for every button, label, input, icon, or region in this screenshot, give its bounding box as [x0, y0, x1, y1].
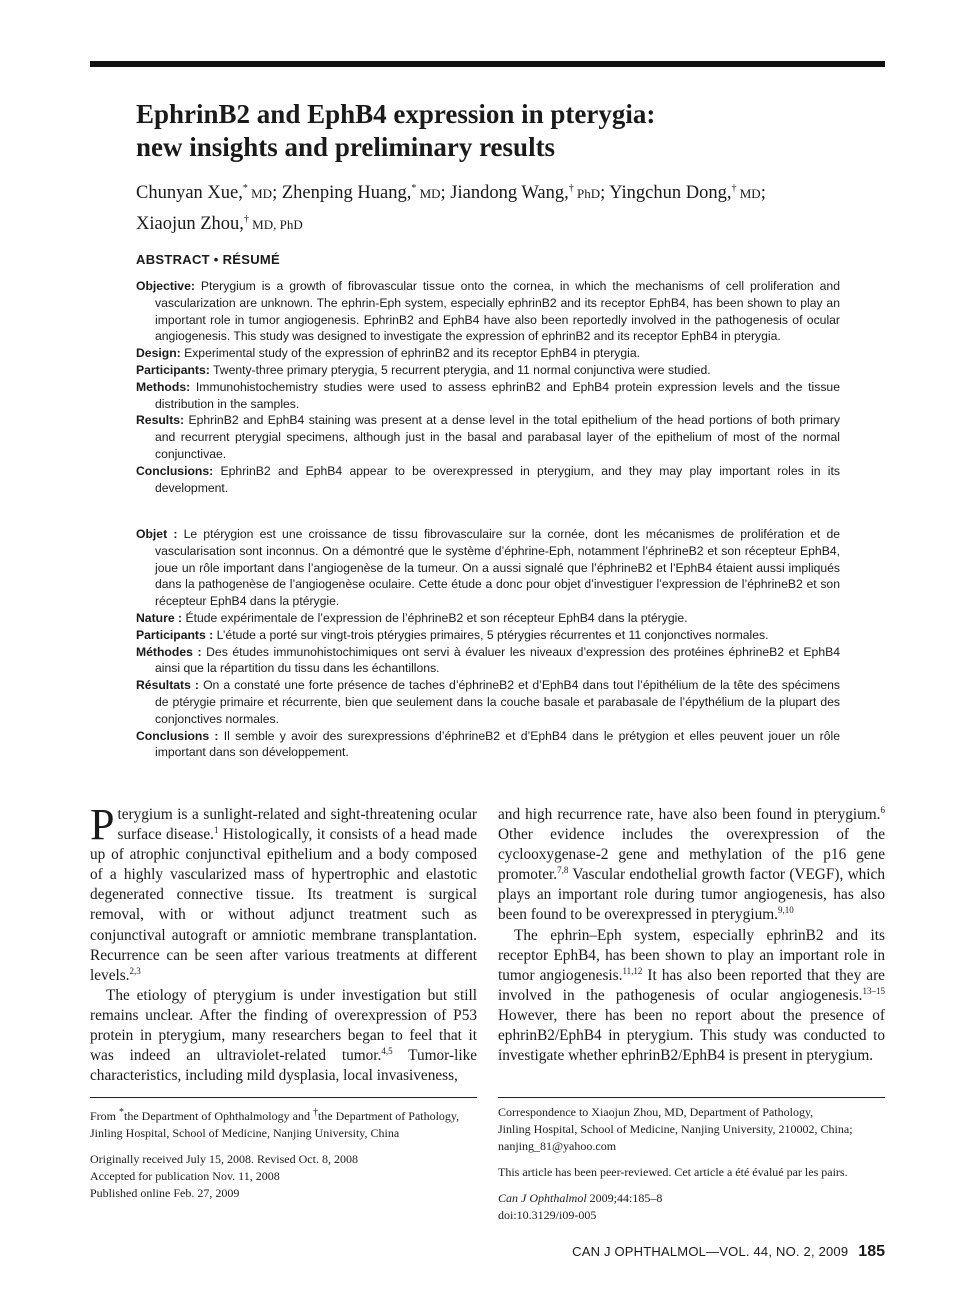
abstract-item: Méthodes : Des études immunohistochimiques ont servi à évaluer les niveaux d’expression des protéines éphrineB2 et EphB4 ainsi que la répartition du tissu dans les échantillons. [136, 644, 841, 676]
abstract-item: Résultats : On a constaté une forte présence de taches d’éphrineB2 et d’EphB4 dans tout l’épithélium de la tête des spécimens de ptérygie primaire et récurrente, bien que seulement dans la couche basale et parabasale de l’épythélium de la plupart des conjonctives normales. [136, 678, 840, 726]
footnotes-left [90, 1104, 480, 1202]
citation-ref: 9,10 [777, 905, 794, 916]
body-paragraph: Pterygium is a sunlight-related and sight-threatening ocular surface disease.$^1$ Histologically, it consists of a head made up of atrophic conjunctival epithelium and a body composed of a highly vascularized mass of hypertrophic and elastotic degenerated connective tissue. Its treatment is surgical removal, with or without adjunct treatment such as conjunctival autograft or amniotic membrane transplantation. Recurrence can be seen after various treatments at different levels.$^{2,3}$ [90, 800, 477, 984]
drop-cap: P [90, 800, 115, 849]
abstract-item: Participants: Twenty-three primary pterygia, 5 recurrent pterygia, and 11 normal conjunctiva were studied. [136, 362, 711, 377]
abstract-french [136, 526, 840, 761]
top-rule [90, 61, 885, 67]
peer-review-note: This article has been peer-reviewed. Cet article a été évalué par les pairs. [498, 1165, 848, 1179]
citation-ref: 1 [214, 825, 219, 835]
title-line-2: new insights and preliminary results [136, 132, 556, 162]
body-column-right [498, 805, 885, 1066]
author-list [136, 176, 876, 238]
abstract-item: Methods: Immunohistochemistry studies were used to assess ephrinB2 and EphB4 protein expression levels and the tissue distribution in the samples. [136, 379, 840, 411]
doi-link[interactable]: doi:10.3129/i09-005 [498, 1208, 597, 1222]
citation-ref: 7,8 [557, 865, 569, 876]
author: Xiaojun Zhou,† MD, PhD [136, 214, 303, 235]
citation-ref: 2,3 [129, 965, 141, 976]
abstract-item: Participants : L’étude a porté sur vingt-trois ptérygies primaires, 5 ptérygies récurrentes et 11 conjonctives normales. [136, 627, 769, 642]
article-title [136, 98, 876, 164]
title-line-1: EphrinB2 and EphB4 expression in pterygia: [136, 99, 656, 129]
body-paragraph: The ephrin–Eph system, especially ephrinB2 and its receptor EphB4, has been shown to play an important role in tumor angiogenesis.$^{11,12}$ It has also been reported that they are involved in the pathogenesis of ocular angiogenesis.$^{13-15}$ However, there has been no report about the presence of ephrinB2/EphB4 in pterygium. This study was conducted to investigate whether ephrinB2/EphB4 is present in pterygium. [498, 926, 885, 1065]
abstract-item: Results: EphrinB2 and EphB4 staining was present at a dense level in the total epithelium of the head portions of both primary and recurrent pterygial specimens, although just in the basal and parabasal layer of the epithelium of most of the normal conjunctivae. [136, 413, 840, 461]
correspondence-email[interactable]: nanjing_81@yahoo.com [498, 1139, 617, 1153]
author: Zhenping Huang,* MD; [281, 183, 451, 204]
footnote-divider [90, 1097, 477, 1098]
body-column-left [90, 800, 478, 1086]
citation-line: Can J Ophthalmol 2009;44:185–8 [498, 1191, 663, 1205]
accepted-date: Accepted for publication Nov. 11, 2008 [90, 1169, 280, 1183]
footnotes-right [498, 1104, 888, 1224]
citation-ref: 11,12 [622, 965, 643, 976]
citation-ref: 6 [880, 804, 885, 815]
journal-footer: CAN J OPHTHALMOL—VOL. 44, NO. 2, 2009 [572, 1244, 849, 1259]
body-paragraph: and high recurrence rate, have also been found in pterygium.$^6$ Other evidence includes the overexpression of the cyclooxygenase-2 gene and methylation of the p16 gene promoter.$^{7,8}$ Vascular endothelial growth factor (VEGF), which plays an important role during tumor angiogenesis, has also been found to be overexpressed in pterygium.$^{9,10}$ [498, 804, 885, 924]
author: Yingchun Dong,† MD; [609, 183, 766, 204]
citation-ref: 13–15 [862, 985, 885, 996]
abstract-item: Objective: Pterygium is a growth of fibrovascular tissue onto the cornea, in which the mechanisms of cell proliferation and vascularization are unknown. The ephrin-Eph system, especially ephrinB2 and its receptor EphB4, has been shown to play an important role in tumor angiogenesis. EphrinB2 and EphB4 have also been reportedly involved in the pathogenesis of ocular angiogenesis. This study was designed to investigate the expression of ephrinB2 and its receptor EphB4 in pterygia. [136, 279, 840, 344]
abstract-item: Nature : Étude expérimentale de l’expression de l’éphrineB2 et son récepteur EphB4 dans la ptérygie. [136, 610, 688, 625]
abstract-item: Design: Experimental study of the expression of ephrinB2 and its receptor EphB4 in pterygia. [136, 346, 641, 361]
author: Chunyan Xue,* MD; [136, 183, 282, 204]
correspondence-note: Correspondence to Xiaojun Zhou, MD, Department of Pathology, Jinling Hospital, School of Medicine, Nanjing University, 210002, China; nanjing_81@yahoo.com [498, 1105, 853, 1153]
author: Jiandong Wang,† PhD; [450, 183, 610, 204]
abstract-item: Conclusions : Il semble y avoir des surexpressions d’éphrineB2 et d’EphB4 dans le prétygion et elles peuvent jouer un rôle important dans son développement. [136, 728, 841, 760]
abstract-heading: ABSTRACT • RÉSUMÉ [136, 252, 280, 267]
page-number: 185 [858, 1243, 885, 1260]
published-date: Published online Feb. 27, 2009 [90, 1186, 240, 1200]
abstract-item: Conclusions: EphrinB2 and EphB4 appear to be overexpressed in pterygium, and they may play important roles in its development. [136, 463, 840, 495]
footnote-divider [498, 1097, 885, 1098]
body-paragraph: The etiology of pterygium is under investigation but still remains unclear. After the finding of overexpression of P53 protein in pterygium, many researchers began to feel that it was indeed an ultraviolet-related tumor.$^{4,5}$ Tumor-like characteristics, including mild dysplasia, local invasiveness, [90, 986, 478, 1085]
citation-ref: 4,5 [381, 1046, 393, 1057]
affiliation-note: From *the Department of Ophthalmology and †the Department of Pathology, Jinling Hospital, School of Medicine, Nanjing University, China [90, 1107, 460, 1140]
abstract-english [136, 278, 840, 496]
running-footer [572, 1243, 885, 1261]
received-date: Originally received July 15, 2008. Revised Oct. 8, 2008 [90, 1152, 358, 1166]
abstract-item: Objet : Le ptérygion est une croissance de tissu fibrovasculaire sur la cornée, dont les mécanismes de prolifération et de vascularisation sont inconnus. On a démontré que le système d’éphrine-Eph, notamment l’éphrineB2 et son récepteur EphB4, joue un rôle important dans l’angiogenèse de la tumeur. On a aussi signalé que l’éphrineB2 et l’EphB4 étaient aussi impliqués dans la pathogenèse de l’angiogenèse oculaire. Cette étude a donc pour objet d’investiguer l’expression de l’éphrineB2 et son récepteur EphB4 dans la ptérygie. [136, 527, 840, 609]
